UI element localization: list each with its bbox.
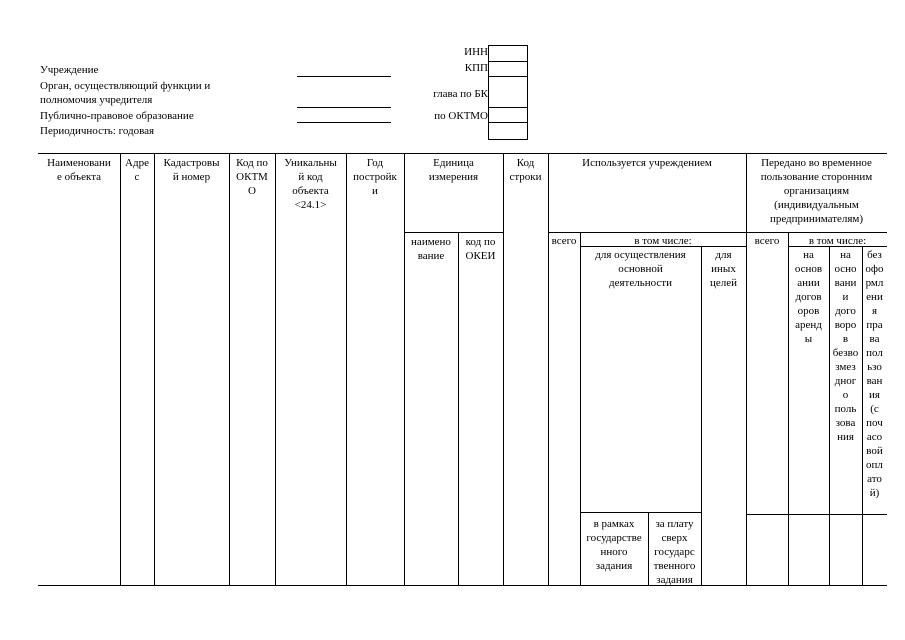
codes-divider-4 bbox=[488, 122, 528, 123]
paid-over-task-header: за плату сверх государс твенного задания bbox=[653, 518, 696, 586]
institution-label: Учреждение bbox=[40, 64, 99, 76]
public-entity-fill-line bbox=[297, 122, 391, 123]
col-header-unit: Единица измерения bbox=[428, 157, 479, 183]
periodicity-label: Периодичность: годовая bbox=[40, 125, 155, 137]
free-use-header: на осно вани и дого воро в безво змез дног о поль зова ния bbox=[832, 249, 859, 443]
used-total-header: всего bbox=[551, 235, 577, 247]
kpp-label: КПП bbox=[464, 62, 488, 74]
main-activity-split-line bbox=[580, 512, 701, 513]
budget-head-label: глава по БК bbox=[433, 88, 488, 100]
col-header-unique-code: Уникальны й код объекта <24.1> bbox=[284, 157, 337, 211]
col-header-year-built: Год постройк и bbox=[353, 157, 397, 197]
col-divider bbox=[548, 153, 549, 585]
col-header-used: Используется учреждением bbox=[582, 157, 712, 169]
inn-label: ИНН bbox=[464, 46, 488, 58]
transferred-subheader-line bbox=[746, 232, 887, 233]
col-divider bbox=[154, 153, 155, 585]
transferred-bottom-line bbox=[746, 514, 887, 515]
transferred-total-header: всего bbox=[754, 235, 780, 247]
founder-label-line1: Орган, осуществляющий функции и bbox=[40, 80, 211, 92]
founder-fill-line bbox=[297, 107, 391, 108]
col-divider bbox=[229, 153, 230, 585]
codes-divider-3 bbox=[488, 107, 528, 108]
used-subheader-line bbox=[548, 232, 746, 233]
table-bottom-border bbox=[38, 585, 887, 586]
col-header-oktmo: Код по ОКТМ О bbox=[236, 157, 268, 197]
institution-fill-line bbox=[297, 76, 391, 77]
gov-task-header: в рамках государстве нного задания bbox=[586, 518, 642, 572]
col-header-object-name: Наименовани е объекта bbox=[47, 157, 111, 183]
main-activity-header: для осуществления основной деятельности bbox=[595, 249, 686, 289]
col-divider bbox=[404, 153, 405, 585]
col-header-cadastral: Кадастровы й номер bbox=[163, 157, 220, 183]
codes-divider-2 bbox=[488, 76, 528, 77]
lease-header: на основ ании догов оров аренд ы bbox=[794, 249, 823, 345]
codes-box bbox=[488, 45, 528, 140]
other-purposes-header: для иных целей bbox=[709, 249, 738, 289]
col-divider bbox=[120, 153, 121, 585]
unit-okei-header: код по ОКЕИ bbox=[465, 236, 496, 262]
transferred-incl-header: в том числе: bbox=[808, 235, 867, 247]
col-divider bbox=[503, 153, 504, 585]
oktmo-label: по ОКТМО bbox=[434, 110, 488, 122]
table-top-border bbox=[38, 153, 887, 154]
no-formal-right-header: без офо рмл ени я пра ва пол ьзо ван ия (с поч асо вой опл ато й) bbox=[865, 249, 884, 499]
codes-divider-1 bbox=[488, 61, 528, 62]
public-entity-label: Публично-правовое образование bbox=[40, 110, 194, 122]
unit-sub-divider bbox=[458, 232, 459, 585]
col-header-transferred: Передано во временное пользование сторонним организациям (индивидуальным предпринимателям) bbox=[760, 157, 873, 225]
col-divider bbox=[346, 153, 347, 585]
used-incl-header: в том числе: bbox=[634, 235, 692, 247]
founder-label-line2: полномочия учредителя bbox=[40, 94, 153, 106]
col-header-address: Адре с bbox=[125, 157, 149, 183]
col-header-row-code: Код строки bbox=[509, 157, 542, 183]
col-divider bbox=[275, 153, 276, 585]
unit-name-header: наимено вание bbox=[411, 236, 451, 262]
unit-subheader-line bbox=[404, 232, 503, 233]
used-other-divider bbox=[701, 246, 702, 585]
